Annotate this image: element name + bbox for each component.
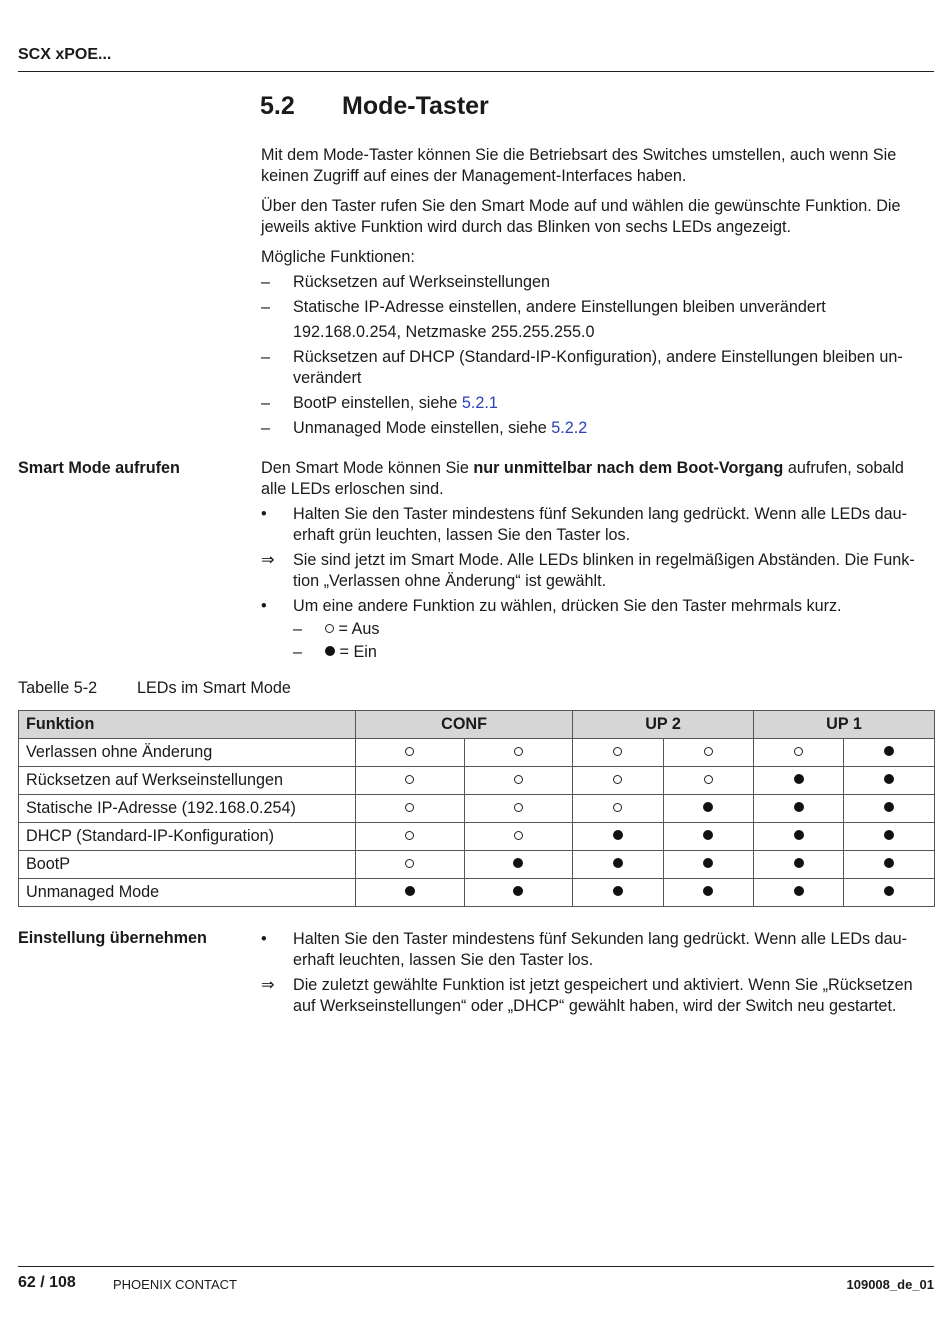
smart-mode-step <box>261 596 933 617</box>
led-cell <box>663 739 753 767</box>
row-function-name: DHCP (Standard-IP-Konfiguration) <box>19 823 356 851</box>
led-off-icon <box>325 624 334 633</box>
smart-mode-steps <box>261 504 933 617</box>
led-on-icon <box>513 858 523 868</box>
led-on-icon <box>794 858 804 868</box>
document-number: 109008_de_01 <box>846 1277 934 1292</box>
header-up1: UP 1 <box>754 711 935 739</box>
led-off-icon <box>704 775 713 784</box>
led-table-header <box>19 711 935 739</box>
apply-step-text: Die zuletzt gewählte Funktion ist jetzt gespeichert und aktiviert. Wenn Sie „Rücksetzen auf Werkseinstellungen“ oder „DHCP“ gewählt haben, wird der Switch neu gestartet. <box>293 976 913 1015</box>
led-cell <box>464 879 573 907</box>
led-on-icon <box>613 858 623 868</box>
led-off-icon <box>613 747 622 756</box>
led-off-icon <box>405 747 414 756</box>
table-row <box>19 851 935 879</box>
function-item-marker: – <box>261 419 271 437</box>
led-cell <box>464 739 573 767</box>
led-cell <box>573 795 663 823</box>
led-cell <box>754 767 844 795</box>
intro-paragraph-3: Mögliche Funktionen: <box>261 248 415 266</box>
led-on-icon <box>884 858 894 868</box>
function-item <box>261 297 933 318</box>
smart-mode-block <box>261 458 933 667</box>
smart-mode-intro <box>261 458 933 500</box>
row-function-name: Rücksetzen auf Werkseinstellungen <box>19 767 356 795</box>
function-item-text: 192.168.0.254, Netzmaske 255.255.255.0 <box>293 323 595 341</box>
led-on-icon <box>794 886 804 896</box>
led-cell <box>464 851 573 879</box>
led-cell <box>844 851 935 879</box>
document-header-title: SCX xPOE... <box>18 46 112 63</box>
led-cell <box>356 823 465 851</box>
apply-settings-label: Einstellung übernehmen <box>18 929 207 947</box>
smart-mode-step-marker: • <box>261 505 267 523</box>
led-cell <box>663 823 753 851</box>
led-table-body <box>19 739 935 907</box>
led-on-icon <box>613 886 623 896</box>
function-item-marker: – <box>261 348 271 366</box>
header-rule <box>18 71 934 72</box>
legend-on-marker: – <box>293 643 303 661</box>
apply-steps <box>261 929 933 1017</box>
led-cell <box>464 767 573 795</box>
led-cell <box>844 879 935 907</box>
led-off-icon <box>704 747 713 756</box>
apply-step <box>261 975 933 1017</box>
led-cell <box>573 739 663 767</box>
section-title: Mode-Taster <box>342 92 489 120</box>
apply-step-text: Halten Sie den Taster mindestens fünf Sekunden lang gedrückt. Wenn alle LEDs dauerhaft leuchten, lassen Sie den Taster los. <box>293 930 908 969</box>
function-item <box>261 322 933 343</box>
header-funktion: Funktion <box>19 711 356 739</box>
led-cell <box>573 767 663 795</box>
led-cell <box>573 851 663 879</box>
function-item-marker: – <box>261 273 271 291</box>
led-cell <box>844 795 935 823</box>
smart-mode-step-marker: ⇒ <box>261 551 275 569</box>
row-function-name: Unmanaged Mode <box>19 879 356 907</box>
smart-mode-step-marker: • <box>261 597 267 615</box>
legend-on <box>261 642 933 663</box>
row-function-name: Verlassen ohne Änderung <box>19 739 356 767</box>
led-off-icon <box>514 831 523 840</box>
led-on-icon <box>703 858 713 868</box>
smart-mode-intro-text-end: aufrufen, sobald alle LEDs erloschen sind. <box>261 459 904 498</box>
led-cell <box>754 879 844 907</box>
led-off-icon <box>514 775 523 784</box>
led-cell <box>844 767 935 795</box>
led-off-icon <box>405 859 414 868</box>
function-item <box>261 272 933 293</box>
led-off-icon <box>405 831 414 840</box>
table-row <box>19 795 935 823</box>
led-off-icon <box>794 747 803 756</box>
led-on-icon <box>703 802 713 812</box>
smart-mode-step-text: Um eine andere Funktion zu wählen, drücken Sie den Taster mehrmals kurz. <box>293 597 842 615</box>
table-row <box>19 739 935 767</box>
led-cell <box>663 767 753 795</box>
led-on-icon <box>513 886 523 896</box>
led-on-icon <box>794 830 804 840</box>
smart-mode-step-text: Halten Sie den Taster mindestens fünf Sekunden lang gedrückt. Wenn alle LEDs dauerhaft grün leuchten, lassen Sie den Taster los. <box>293 505 908 544</box>
apply-step-marker: ⇒ <box>261 976 275 994</box>
table-row <box>19 767 935 795</box>
led-cell <box>573 823 663 851</box>
led-cell <box>356 879 465 907</box>
led-cell <box>464 823 573 851</box>
led-off-icon <box>514 803 523 812</box>
led-on-icon <box>884 802 894 812</box>
section-number: 5.2 <box>260 92 295 120</box>
led-legend <box>261 619 933 663</box>
table-caption <box>18 679 291 698</box>
led-on-icon <box>794 774 804 784</box>
function-item-marker: – <box>261 394 271 412</box>
function-item-marker: – <box>261 298 271 316</box>
footer-rule <box>18 1266 934 1267</box>
led-on-icon <box>703 830 713 840</box>
led-cell <box>663 879 753 907</box>
function-item-text: Unmanaged Mode einstellen, siehe <box>293 419 552 437</box>
led-cell <box>754 823 844 851</box>
led-cell <box>356 795 465 823</box>
led-cell <box>754 795 844 823</box>
legend-off <box>261 619 933 640</box>
smart-mode-label: Smart Mode aufrufen <box>18 459 180 477</box>
function-item-text: Statische IP-Adresse einstellen, andere Einstellungen bleiben unverändert <box>293 298 826 316</box>
led-off-icon <box>613 803 622 812</box>
table-row <box>19 823 935 851</box>
intro-paragraph-1: Mit dem Mode-Taster können Sie die Betriebsart des Switches umstellen, auch wenn Sie keinen Zugriff auf eines der Management-Interfaces haben. <box>261 146 897 185</box>
led-on-icon <box>613 830 623 840</box>
page-number: 62 / 108 <box>18 1274 76 1291</box>
led-cell <box>754 739 844 767</box>
led-cell <box>464 795 573 823</box>
apply-settings-block <box>261 929 933 1021</box>
legend-off-marker: – <box>293 620 303 638</box>
function-item-text: BootP einstellen, siehe <box>293 394 462 412</box>
led-on-icon <box>884 886 894 896</box>
led-on-icon <box>325 646 335 656</box>
function-item-text: Rücksetzen auf Werkseinstellungen <box>293 273 551 291</box>
led-off-icon <box>613 775 622 784</box>
apply-step-marker: • <box>261 930 267 948</box>
smart-mode-step <box>261 550 933 592</box>
apply-step <box>261 929 933 971</box>
function-item <box>261 393 933 414</box>
led-cell <box>356 851 465 879</box>
led-cell <box>844 823 935 851</box>
footer-brand: PHOENIX CONTACT <box>113 1277 237 1292</box>
led-off-icon <box>514 747 523 756</box>
smart-mode-intro-bold: nur unmittelbar nach dem Boot-Vorgang <box>473 459 784 477</box>
functions-list <box>261 272 933 443</box>
led-on-icon <box>405 886 415 896</box>
led-on-icon <box>884 830 894 840</box>
led-on-icon <box>703 886 713 896</box>
led-table <box>18 710 935 907</box>
row-function-name: BootP <box>19 851 356 879</box>
table-caption-title: LEDs im Smart Mode <box>137 679 291 697</box>
led-cell <box>663 795 753 823</box>
led-on-icon <box>884 774 894 784</box>
row-function-name: Statische IP-Adresse (192.168.0.254) <box>19 795 356 823</box>
function-item-text: Rücksetzen auf DHCP (Standard-IP-Konfiguration), andere Einstellungen bleiben unverändert <box>293 348 903 387</box>
led-off-icon <box>405 775 414 784</box>
header-up2: UP 2 <box>573 711 754 739</box>
table-caption-number: Tabelle 5-2 <box>18 679 98 697</box>
section-link[interactable]: 5.2.1 <box>461 394 498 412</box>
led-on-icon <box>884 746 894 756</box>
header-conf: CONF <box>356 711 573 739</box>
led-cell <box>573 879 663 907</box>
led-cell <box>356 767 465 795</box>
table-row <box>19 879 935 907</box>
led-cell <box>663 851 753 879</box>
section-link[interactable]: 5.2.2 <box>551 419 588 437</box>
intro-paragraph-2: Über den Taster rufen Sie den Smart Mode auf und wählen die gewünschte Funktion. Die jeweils aktive Funktion wird durch das Blinken von sechs LEDs angezeigt. <box>261 197 901 236</box>
led-cell <box>754 851 844 879</box>
smart-mode-step <box>261 504 933 546</box>
smart-mode-step-text: Sie sind jetzt im Smart Mode. Alle LEDs blinken in regelmäßigen Abständen. Die Funktion „Verlassen ohne Änderung“ ist gewählt. <box>293 551 915 590</box>
smart-mode-intro-text: Den Smart Mode können Sie <box>261 459 474 477</box>
led-cell <box>844 739 935 767</box>
led-on-icon <box>794 802 804 812</box>
legend-on-text: = Ein <box>339 643 377 661</box>
led-cell <box>356 739 465 767</box>
led-off-icon <box>405 803 414 812</box>
function-item <box>261 347 933 389</box>
legend-off-text: = Aus <box>338 620 380 638</box>
function-item <box>261 418 933 439</box>
